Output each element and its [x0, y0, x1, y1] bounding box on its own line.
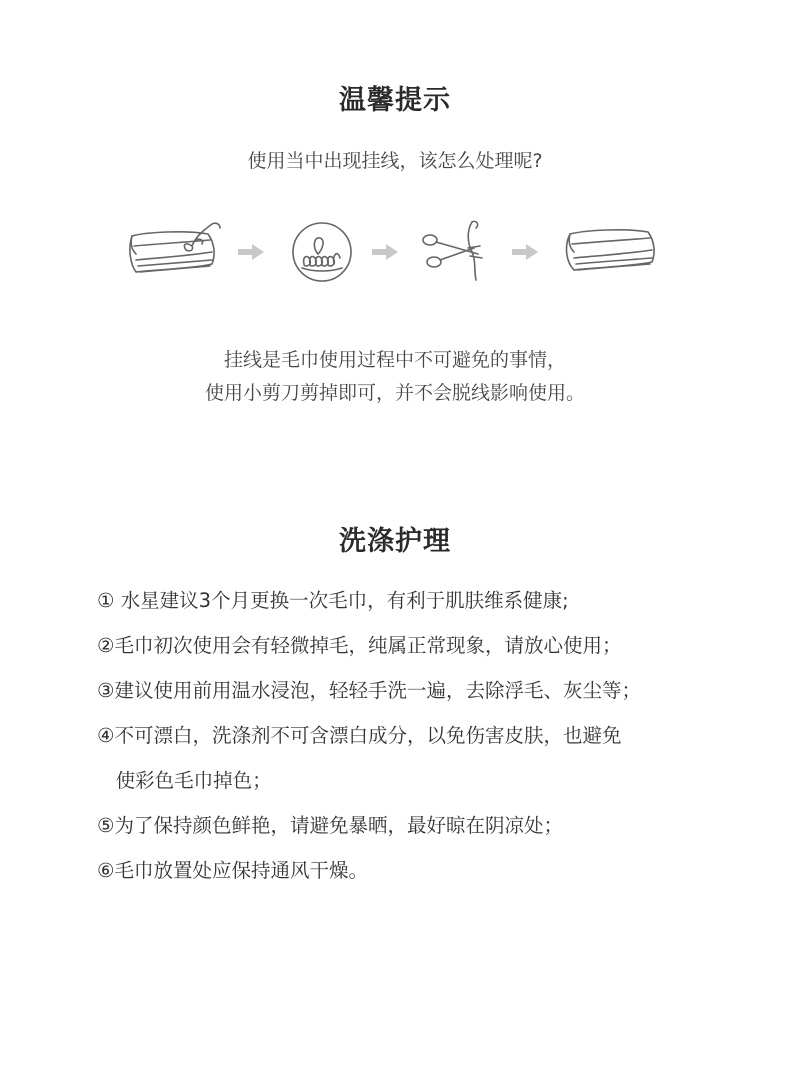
list-item: ④不可漂白，洗涤剂不可含漂白成分，以免伤害皮肤，也避免 — [97, 724, 622, 747]
list-item: ⑥毛巾放置处应保持通风干燥。 — [97, 859, 368, 882]
tip-description-line-2: 使用小剪刀剪掉即可，并不会脱线影响使用。 — [204, 382, 585, 404]
folded-towel-icon — [562, 222, 656, 282]
scissors-icon — [418, 218, 488, 284]
tip-description-line-1: 挂线是毛巾使用过程中不可避免的事情， — [223, 349, 566, 371]
arrow-right-icon — [370, 242, 400, 262]
list-item: ⑤为了保持颜色鲜艳，请避免暴晒，最好晾在阴凉处； — [97, 814, 563, 837]
care-title: 洗涤护理 — [339, 526, 451, 557]
thread-handling-steps — [118, 212, 678, 292]
list-item: ③建议使用前用温水浸泡，轻轻手洗一遍，去除浮毛、灰尘等； — [97, 679, 641, 702]
tip-title: 温馨提示 — [339, 85, 451, 116]
loose-thread-loops-icon — [290, 220, 354, 284]
list-item: 使彩色毛巾掉色； — [97, 769, 272, 792]
list-item: ① 水星建议3个月更换一次毛巾，有利于肌肤维系健康; — [97, 589, 569, 612]
list-item: ②毛巾初次使用会有轻微掉毛，纯属正常现象，请放心使用； — [97, 634, 622, 657]
tip-subtitle: 使用当中出现挂线，该怎么处理呢? — [247, 150, 543, 172]
folded-towel-with-pulled-thread-icon — [126, 220, 216, 284]
arrow-right-icon — [236, 242, 266, 262]
arrow-right-icon — [510, 242, 540, 262]
